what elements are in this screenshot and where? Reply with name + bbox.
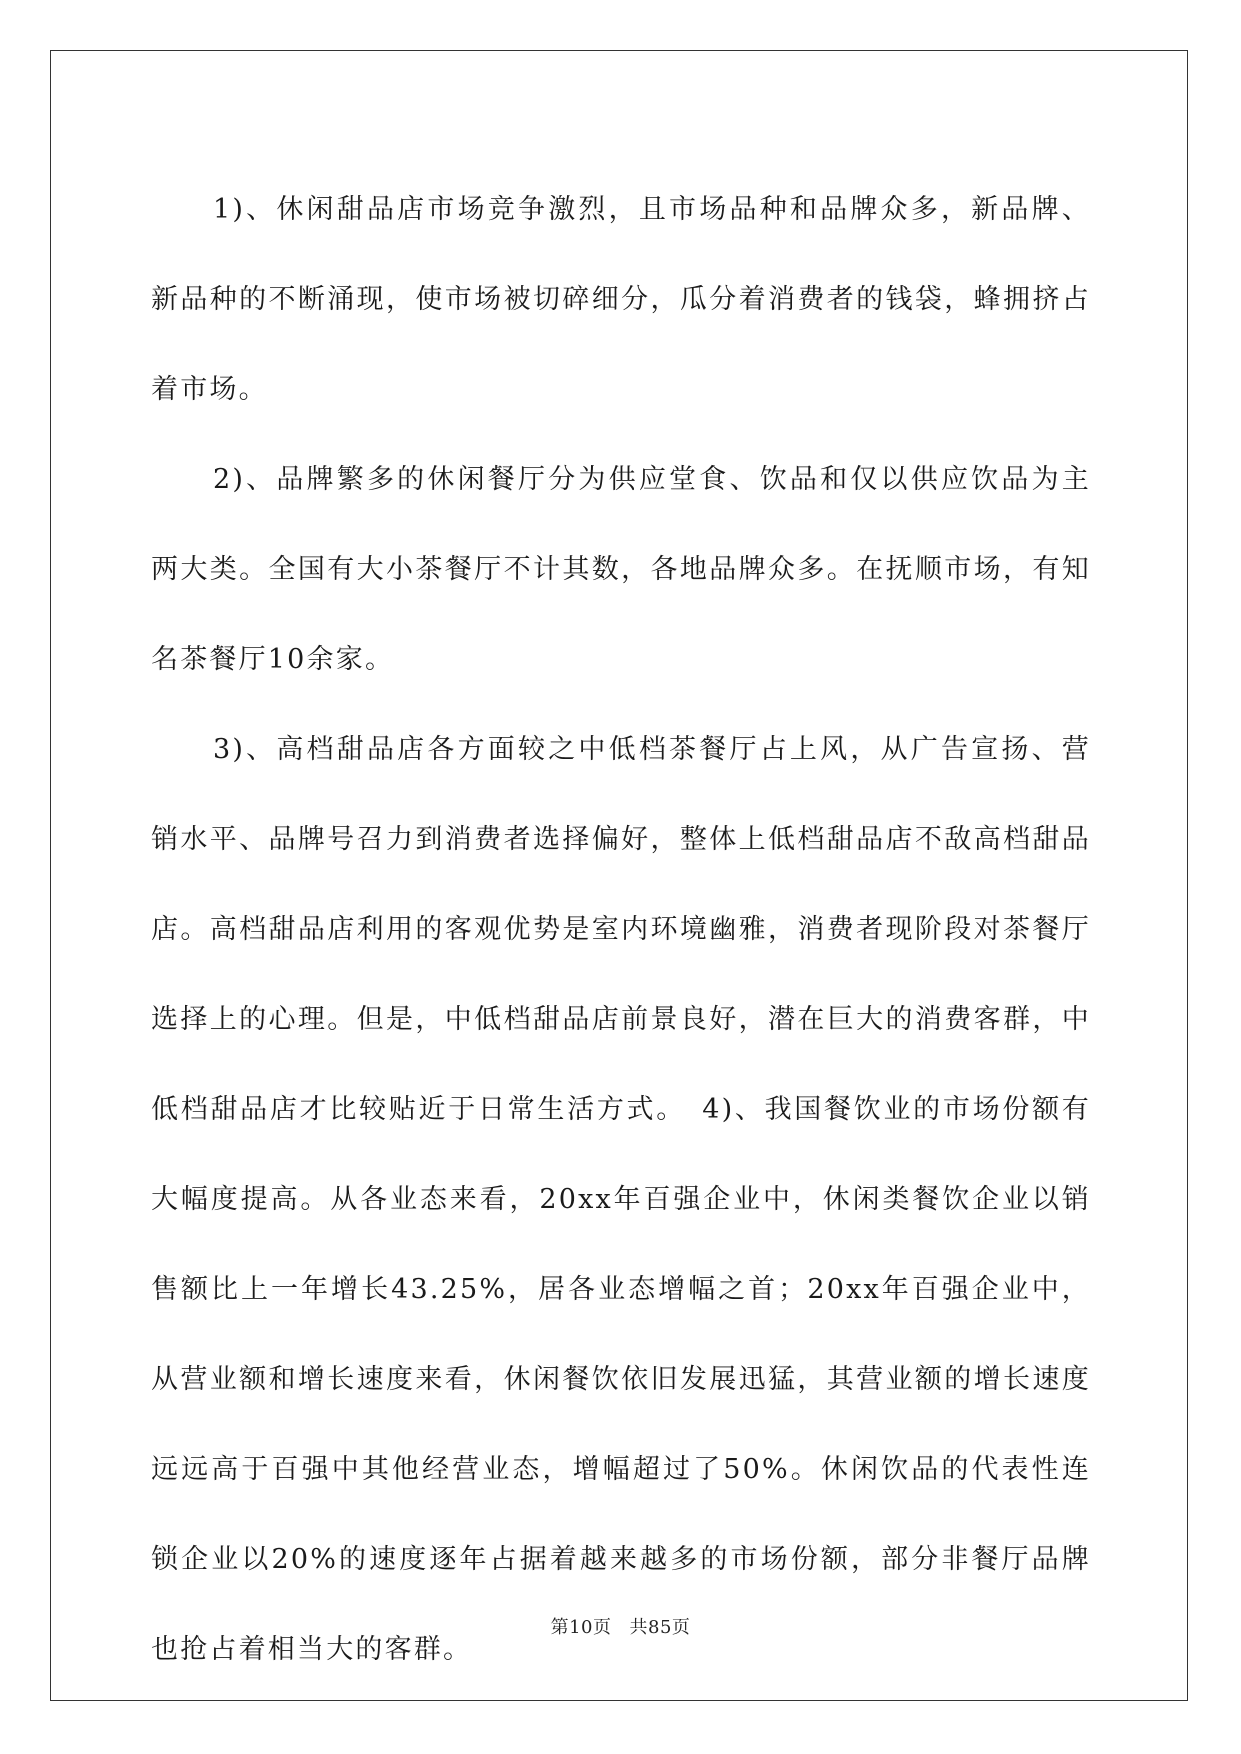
page-footer [0, 1613, 1241, 1639]
paragraph-1: 1)、休闲甜品店市场竞争激烈，且市场品种和品牌众多，新品牌、新品种的不断涌现，使市场被切碎细分，瓜分着消费者的钱袋，蜂拥挤占着市场。 [151, 194, 1091, 405]
paragraph-3: 3)、高档甜品店各方面较之中低档茶餐厅占上风，从广告宣扬、营销水平、品牌号召力到消费者选择偏好，整体上低档甜品店不敌高档甜品店。高档甜品店利用的客观优势是室内环境幽雅，消费者现阶段对茶餐厅选择上的心理。但是，中低档甜品店前景良好，潜在巨大的消费客群，中低档甜品店才比较贴近于日常生活方式。 4)、我国餐饮业的市场份额有大幅度提高。从各业态来看，20xx年百强企业中，休闲类餐饮企业以销售额比上一年增长43.25%，居各业态增幅之首；20xx年百强企业中，从营业额和增长速度来看，休闲餐饮依旧发展迅猛，其营业额的增长速度远远高于百强中其他经营业态，增幅超过了50%。休闲饮品的代表性连锁企业以20%的速度逐年占据着越来越多的市场份额，部分非餐厅品牌也抢占着相当大的客群。 [151, 734, 1091, 1665]
paragraph-2: 2)、品牌繁多的休闲餐厅分为供应堂食、饮品和仅以供应饮品为主两大类。全国有大小茶餐厅不计其数，各地品牌众多。在抚顺市场，有知名茶餐厅10余家。 [151, 464, 1091, 675]
document-body [151, 165, 1091, 1695]
page-number: 第10页 [550, 1617, 612, 1638]
page-total: 共85页 [629, 1617, 691, 1638]
